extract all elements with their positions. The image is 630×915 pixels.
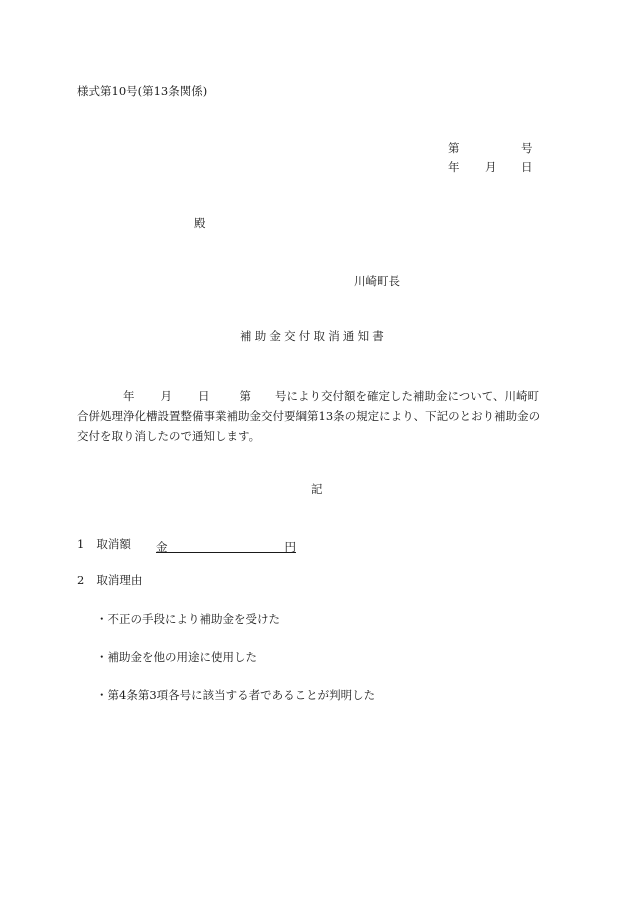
record-heading: 記: [311, 482, 323, 496]
document-title: 補助金交付取消通知書: [240, 329, 387, 343]
document-number-label: 第: [448, 141, 460, 155]
date-month-label: 月: [485, 160, 497, 174]
item-1-number: 1: [77, 537, 85, 551]
document-number-suffix: 号: [521, 141, 533, 155]
item-2-number: 2: [77, 573, 85, 587]
cancel-amount-field: [156, 539, 296, 553]
sender-name: 川崎町長: [354, 274, 400, 288]
item-1-label: 取消額: [96, 537, 131, 551]
amount-suffix: 円: [284, 540, 296, 554]
body-year: 年: [123, 389, 135, 403]
item-2: [77, 575, 142, 587]
body-month: 月: [160, 389, 172, 403]
body-line-1-rest: 号により交付額を確定した補助金について、川崎町: [275, 389, 540, 403]
reason-item: ・補助金を他の用途に使用した: [96, 650, 257, 664]
body-number-label: 第: [239, 389, 251, 403]
date-year-label: 年: [448, 160, 460, 174]
addressee-honorific: 殿: [194, 216, 206, 230]
body-line-2: 合併処理浄化槽設置整備事業補助金交付要綱第13条の規定により、下記のとおり補助金の: [77, 409, 541, 423]
body-line-1: [77, 386, 557, 406]
amount-prefix: 金: [156, 540, 168, 554]
body-line-3: 交付を取り消したので通知します。: [77, 429, 261, 443]
item-1: [77, 539, 131, 551]
body-paragraph: [77, 386, 557, 446]
reason-item: ・不正の手段により補助金を受けた: [96, 612, 280, 626]
item-2-label: 取消理由: [96, 573, 143, 587]
reason-item: ・第4条第3項各号に該当する者であることが判明した: [96, 688, 376, 702]
body-day: 日: [198, 389, 210, 403]
date-day-label: 日: [521, 160, 533, 174]
form-number: 様式第10号(第13条関係): [77, 84, 208, 98]
